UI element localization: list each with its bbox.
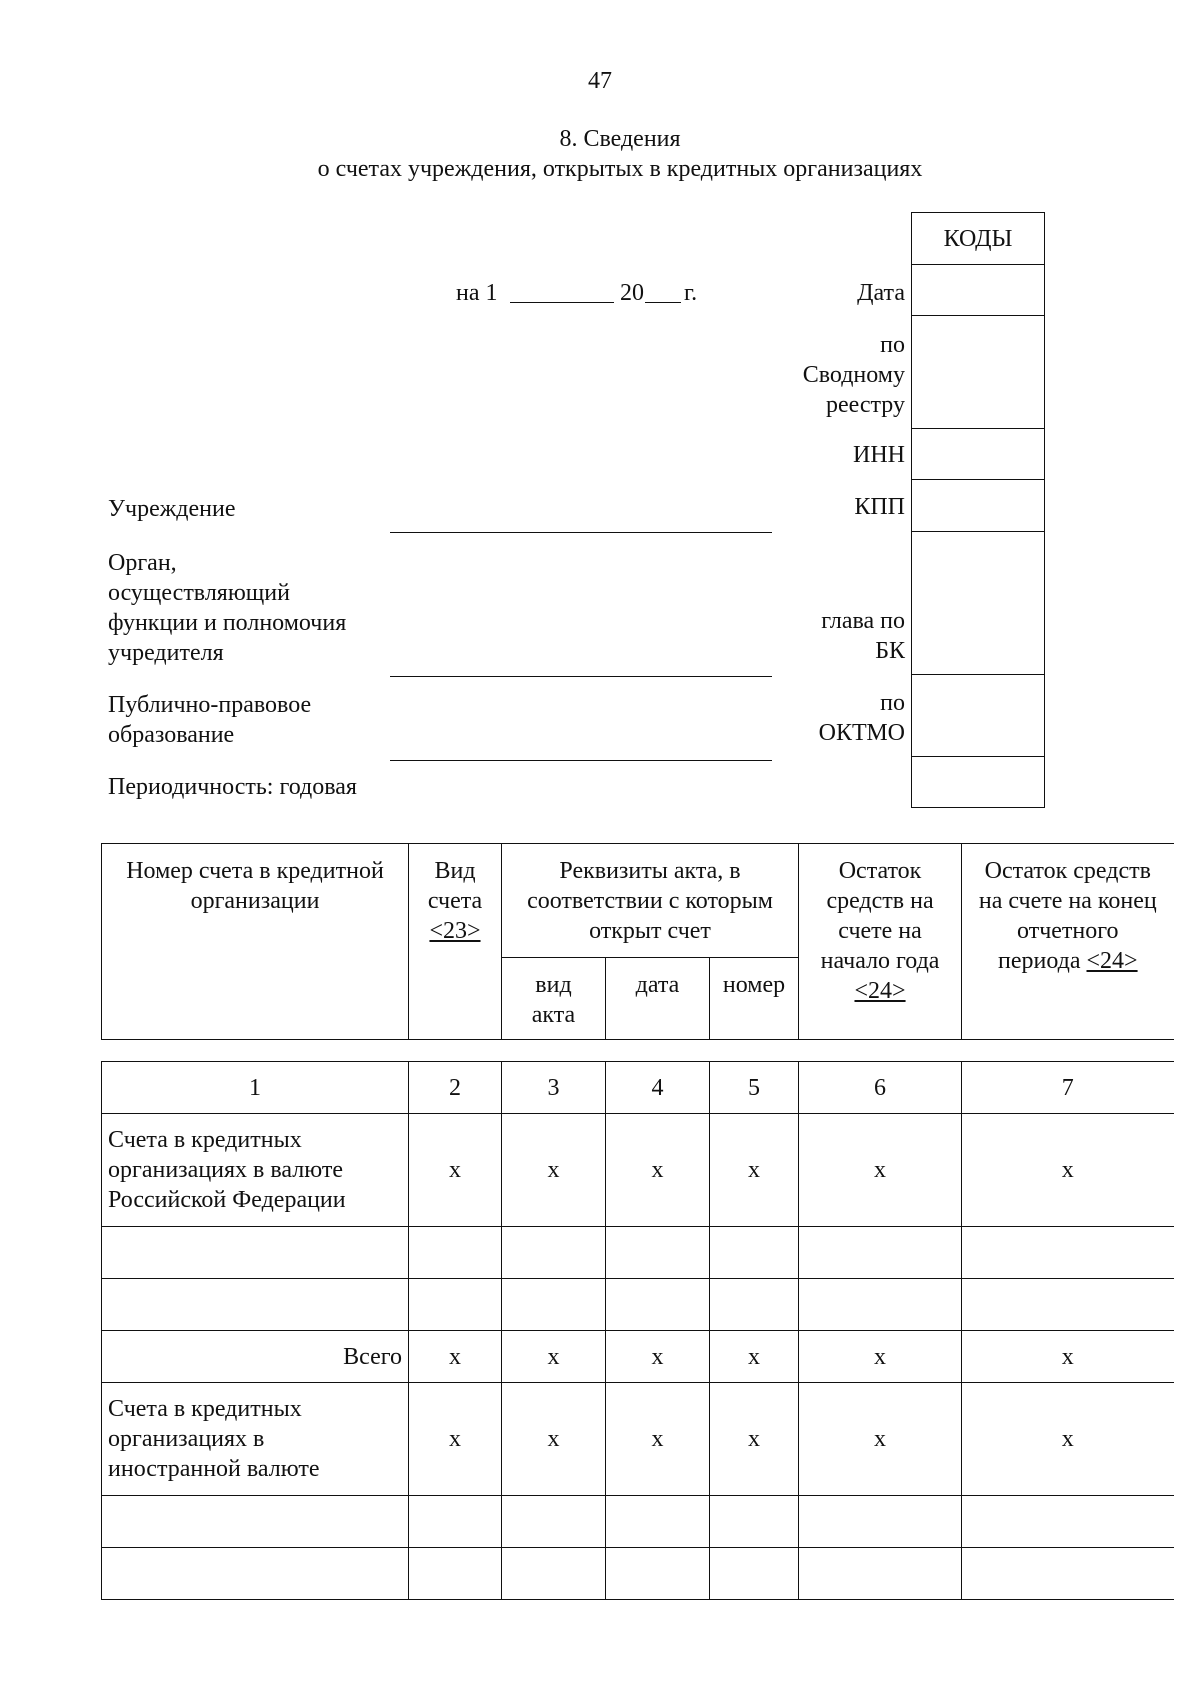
- x-mark: х: [409, 1114, 502, 1227]
- x-mark: х: [799, 1331, 962, 1383]
- x-mark: х: [799, 1114, 962, 1227]
- table-cell[interactable]: [710, 1227, 799, 1279]
- column-number: 3: [502, 1062, 606, 1114]
- date-year-prefix: 20: [620, 280, 644, 306]
- x-mark: х: [710, 1331, 799, 1383]
- table-cell[interactable]: [606, 1279, 710, 1331]
- form-subtitle: о счетах учреждения, открытых в кредитных организациях: [317, 156, 923, 182]
- date-prefix: на 1: [456, 280, 498, 306]
- footnote-24: <24>: [854, 978, 906, 1004]
- institution-field[interactable]: [390, 512, 772, 533]
- table-row: [102, 1496, 1174, 1548]
- x-mark: х: [502, 1331, 606, 1383]
- public-entity-field[interactable]: [390, 740, 772, 761]
- table-cell[interactable]: [710, 1496, 799, 1548]
- table-cell[interactable]: [409, 1227, 502, 1279]
- header-table: [101, 843, 1174, 1040]
- table-cell[interactable]: [962, 1496, 1174, 1548]
- date-year-blank[interactable]: [645, 282, 681, 303]
- x-mark: х: [606, 1383, 710, 1496]
- table-cell[interactable]: [102, 1496, 409, 1548]
- page-number: 47: [588, 68, 612, 94]
- x-mark: х: [502, 1383, 606, 1496]
- label-inn: ИНН: [853, 442, 905, 468]
- table-row: [102, 1227, 1174, 1279]
- table-cell[interactable]: [962, 1227, 1174, 1279]
- codes-box: [911, 212, 1045, 808]
- table-cell[interactable]: [102, 1227, 409, 1279]
- column-number: 2: [409, 1062, 502, 1114]
- table-cell[interactable]: [606, 1548, 710, 1600]
- accounts-table: [101, 1061, 1174, 1600]
- table-cell[interactable]: [502, 1227, 606, 1279]
- label-oktmo-2: ОКТМО: [818, 720, 905, 746]
- label-glava-2: БК: [875, 638, 905, 664]
- header-act-details: Реквизиты акта, в соответствии с которым открыт счет: [502, 844, 799, 958]
- table-cell[interactable]: [502, 1548, 606, 1600]
- section-label-rub: Счета в кредитных организациях в валюте Российской Федерации: [102, 1114, 409, 1227]
- header-balance-end: Остаток средств на счете на конец отчетного периода <24>: [962, 844, 1174, 1040]
- label-founder-3: функции и полномочия: [108, 610, 347, 636]
- table-cell[interactable]: [409, 1496, 502, 1548]
- x-mark: х: [962, 1383, 1174, 1496]
- table-cell[interactable]: [409, 1548, 502, 1600]
- label-public-entity-2: образование: [108, 722, 235, 748]
- table-row: [102, 1114, 1174, 1227]
- table-cell[interactable]: [962, 1548, 1174, 1600]
- column-number: 1: [102, 1062, 409, 1114]
- total-row: [102, 1331, 1174, 1383]
- x-mark: х: [606, 1331, 710, 1383]
- label-kpp: КПП: [854, 494, 905, 520]
- header-act-type: вид акта: [502, 958, 606, 1040]
- table-cell[interactable]: [409, 1279, 502, 1331]
- label-public-entity-1: Публично-правовое: [108, 692, 312, 718]
- table-cell[interactable]: [606, 1227, 710, 1279]
- table-cell[interactable]: [502, 1496, 606, 1548]
- total-label: Всего: [102, 1331, 409, 1383]
- date-day-month-blank[interactable]: [510, 282, 614, 303]
- table-cell[interactable]: [962, 1279, 1174, 1331]
- table-row: [102, 1383, 1174, 1496]
- table-cell[interactable]: [799, 1279, 962, 1331]
- table-cell[interactable]: [710, 1548, 799, 1600]
- x-mark: х: [962, 1331, 1174, 1383]
- table-row: [102, 1548, 1174, 1600]
- table-cell[interactable]: [799, 1227, 962, 1279]
- header-act-number: номер: [710, 958, 799, 1040]
- column-number: 7: [962, 1062, 1174, 1114]
- table-cell[interactable]: [710, 1279, 799, 1331]
- column-number: 5: [710, 1062, 799, 1114]
- label-oktmo-1: по: [880, 690, 905, 716]
- x-mark: х: [799, 1383, 962, 1496]
- label-registry-3: реестру: [825, 392, 905, 418]
- label-registry-1: по: [880, 332, 905, 358]
- footnote-23: <23>: [429, 918, 481, 944]
- column-number: 6: [799, 1062, 962, 1114]
- x-mark: х: [962, 1114, 1174, 1227]
- header-account-number: Номер счета в кредитной организации: [102, 844, 409, 1040]
- form-title: 8. Сведения: [559, 126, 681, 152]
- label-periodicity: Периодичность: годовая: [108, 774, 357, 800]
- table-cell[interactable]: [606, 1496, 710, 1548]
- column-numbers-row: [102, 1062, 1174, 1114]
- header-balance-start: Остаток средств на счете на начало года <24>: [799, 844, 962, 1040]
- label-founder-4: учредителя: [108, 640, 224, 666]
- table-cell[interactable]: [799, 1496, 962, 1548]
- codes-header: КОДЫ: [943, 226, 1013, 252]
- date-suffix: г.: [684, 280, 698, 306]
- founder-field[interactable]: [390, 656, 772, 677]
- label-founder-2: осуществляющий: [108, 580, 290, 606]
- label-institution: Учреждение: [108, 496, 236, 522]
- table-cell[interactable]: [799, 1548, 962, 1600]
- column-number: 4: [606, 1062, 710, 1114]
- table-cell[interactable]: [102, 1279, 409, 1331]
- label-glava-1: глава по: [821, 608, 905, 634]
- header-account-type: Вид счета <23>: [409, 844, 502, 1040]
- label-date: Дата: [857, 280, 905, 306]
- x-mark: х: [502, 1114, 606, 1227]
- table-cell[interactable]: [502, 1279, 606, 1331]
- table-cell[interactable]: [102, 1548, 409, 1600]
- x-mark: х: [606, 1114, 710, 1227]
- header-act-date: дата: [606, 958, 710, 1040]
- label-registry-2: Сводному: [802, 362, 905, 388]
- section-label-foreign: Счета в кредитных организациях в иностранной валюте: [102, 1383, 409, 1496]
- x-mark: х: [710, 1383, 799, 1496]
- x-mark: х: [710, 1114, 799, 1227]
- label-founder-1: Орган,: [108, 550, 177, 576]
- x-mark: х: [409, 1331, 502, 1383]
- x-mark: х: [409, 1383, 502, 1496]
- footnote-24: <24>: [1086, 948, 1138, 974]
- table-row: [102, 1279, 1174, 1331]
